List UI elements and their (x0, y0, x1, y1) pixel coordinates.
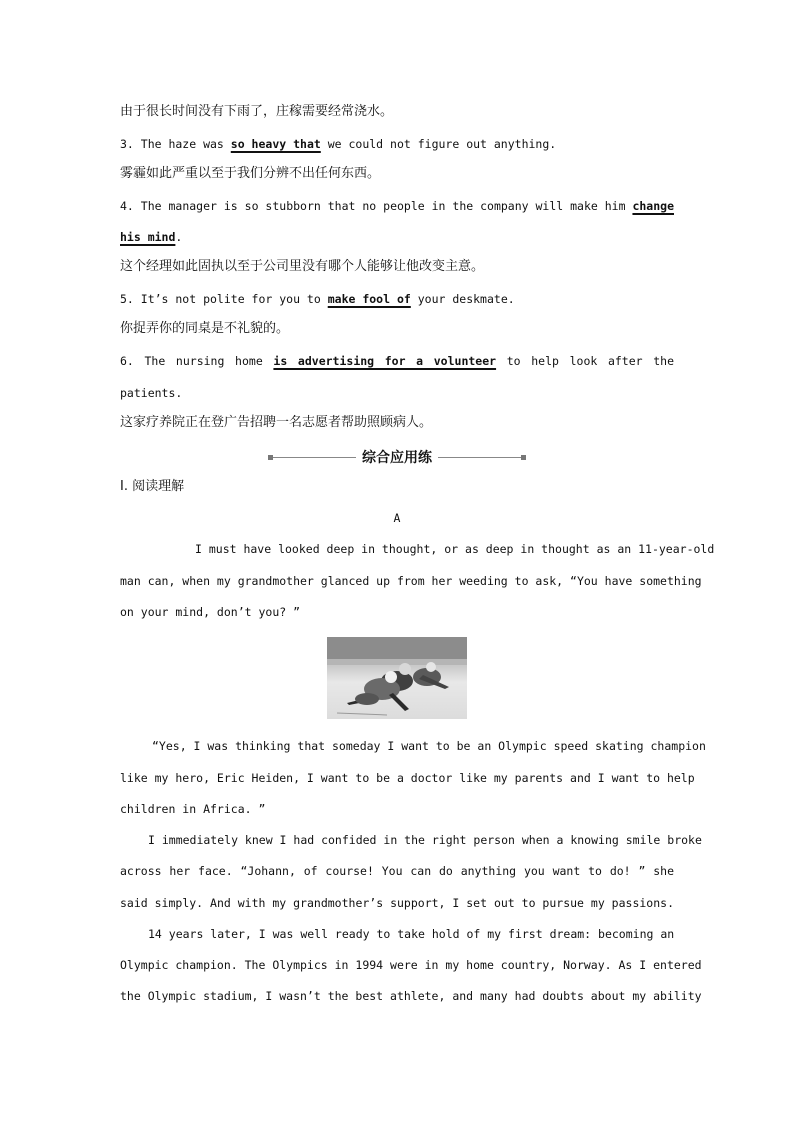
translation-line: 这家疗养院正在登广告招聘一名志愿者帮助照顾病人。 (120, 415, 433, 430)
translation-line: 你捉弄你的同桌是不礼貌的。 (120, 321, 290, 336)
sentence-text: . (175, 230, 183, 244)
sentence-text: 6. The nursing home (120, 354, 274, 368)
section-title: 综合应用练 (362, 450, 432, 466)
translation-line: 雾霾如此严重以至于我们分辨不出任何东西。 (120, 166, 381, 181)
answer-blank: is advertising for a volunteer (273, 354, 497, 368)
passage-line: 14 years later, I was well ready to take hold of my first dream: becoming an (148, 927, 675, 941)
passage-line: on your mind, don’t you? ” (120, 605, 301, 619)
answer-blank: his mind (120, 230, 176, 244)
passage-line: the Olympic stadium, I wasn’t the best athlete, and many had doubts about my ability (120, 989, 702, 1003)
sentence-3 (120, 136, 674, 152)
divider-rule-right (438, 457, 526, 458)
passage-letter: A (393, 511, 401, 525)
sentence-text: we could not figure out anything. (320, 137, 557, 151)
sentence-text: your deskmate. (410, 292, 515, 306)
translation-line: 由于很长时间没有下雨了，庄稼需要经常浇水。 (120, 104, 394, 119)
sentence-text: 3. The haze was (120, 137, 231, 151)
passage-line: I must have looked deep in thought, or as deep in thought as an 11-year-old (195, 542, 715, 556)
translation-line: 这个经理如此固执以至于公司里没有哪个人能够让他改变主意。 (120, 259, 485, 274)
sentence-6-cont: patients. (120, 386, 183, 400)
sentence-text: 4. The manager is so stubborn that no people in the company will make him (120, 199, 633, 213)
section-divider (268, 447, 526, 467)
passage-line: said simply. And with my grandmother’s support, I set out to pursue my passions. (120, 896, 674, 910)
answer-blank: so heavy that (230, 137, 321, 151)
sentence-text: to help look after the (496, 354, 674, 368)
answer-blank: change (632, 199, 674, 213)
passage-line: “Yes, I was thinking that someday I want to be an Olympic speed skating champion (152, 739, 706, 753)
passage-line: I immediately knew I had confided in the right person when a knowing smile broke (148, 833, 702, 847)
sentence-4-cont (120, 229, 674, 245)
passage-line: man can, when my grandmother glanced up from her weeding to ask, “You have something (120, 574, 702, 588)
passage-line: like my hero, Eric Heiden, I want to be a doctor like my parents and I want to help (120, 771, 695, 785)
part-heading: Ⅰ. 阅读理解 (120, 479, 185, 494)
sentence-4 (120, 198, 674, 214)
speed-skaters-photo (327, 637, 467, 719)
passage-line: across her face. “Johann, of course! You can do anything you want to do! ” she (120, 864, 674, 878)
divider-rule-left (268, 457, 356, 458)
sentence-5 (120, 291, 674, 307)
passage-line: children in Africa. ” (120, 802, 266, 816)
passage-line: Olympic champion. The Olympics in 1994 were in my home country, Norway. As I entered (120, 958, 702, 972)
skaters-illustration (327, 637, 467, 719)
sentence-6 (120, 353, 674, 369)
sentence-text: 5. It’s not polite for you to (120, 292, 328, 306)
answer-blank: make fool of (327, 292, 411, 306)
